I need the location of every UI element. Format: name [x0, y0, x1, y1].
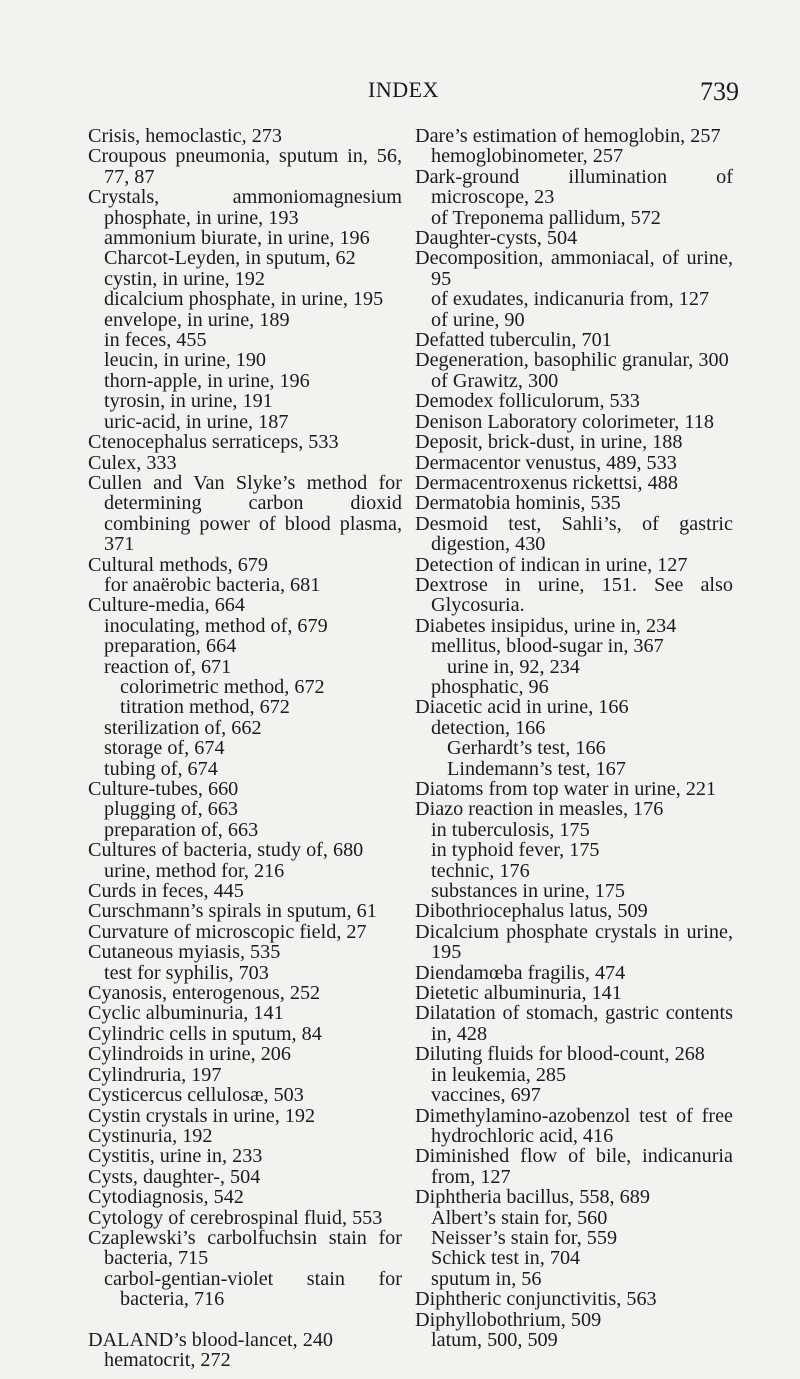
- left-index-column: [88, 126, 402, 1370]
- index-subentry: plugging of, 663: [104, 798, 239, 821]
- index-entry: Denison Laboratory colorimeter, 118: [415, 410, 714, 433]
- index-subentry: thorn-apple, in urine, 196: [104, 369, 310, 392]
- page-header-title: INDEX: [368, 77, 439, 102]
- index-entry: Diphtheria bacillus, 558, 689: [415, 1186, 650, 1209]
- index-entry: Dibothriocephalus latus, 509: [415, 900, 648, 923]
- index-entry: Cullen and Van Slyke’s method for determining carbon dioxid combining power of blood plasma, 371: [88, 471, 402, 556]
- index-entry: Diphyllobothrium, 509: [415, 1308, 602, 1331]
- index-subentry: latum, 500, 509: [431, 1328, 558, 1351]
- index-subentry: tubing of, 674: [104, 757, 218, 780]
- index-subentry: sterilization of, 662: [104, 716, 262, 739]
- index-subentry: preparation, 664: [104, 635, 237, 658]
- index-entry: Desmoid test, Sahli’s, of gastric digestion, 430: [415, 512, 733, 556]
- index-entry: Dextrose in urine, 151. See also Glycosuria.: [415, 573, 733, 617]
- index-entry: Cystin crystals in urine, 192: [88, 1104, 316, 1127]
- index-subentry: cystin, in urine, 192: [104, 267, 265, 290]
- index-subentry: of exudates, indicanuria from, 127: [431, 288, 710, 311]
- index-entry: Cylindruria, 197: [88, 1063, 222, 1086]
- index-entry: Dermacentroxenus rickettsi, 488: [415, 471, 678, 494]
- page-number: 739: [700, 77, 739, 106]
- index-subentry: sputum in, 56: [431, 1267, 542, 1290]
- index-entry: Degeneration, basophilic granular, 300: [415, 349, 729, 372]
- index-entry: Dicalcium phosphate crystals in urine, 195: [415, 920, 733, 964]
- index-subentry: substances in urine, 175: [431, 880, 625, 903]
- index-subentry: uric-acid, in urine, 187: [104, 410, 289, 433]
- index-subentry: reaction of, 671: [104, 655, 232, 678]
- index-subentry: Charcot-Leyden, in sputum, 62: [104, 247, 356, 270]
- index-entry: Diphtheric conjunctivitis, 563: [415, 1288, 657, 1311]
- index-entry: Cystinuria, 192: [88, 1124, 213, 1147]
- index-entry: Diminished flow of bile, indicanuria from, 127: [415, 1145, 733, 1188]
- index-entry: Czaplewski’s carbolfuchsin stain for bacteria, 715: [88, 1226, 402, 1270]
- index-entry: Curvature of microscopic field, 27: [88, 920, 367, 943]
- index-entry: Diatoms from top water in urine, 221: [415, 778, 717, 800]
- index-subentry: for anaërobic bacteria, 681: [104, 573, 321, 596]
- index-subentry: Lindemann’s test, 167: [447, 757, 626, 780]
- index-entry: Dark-ground illumination of microscope, 23: [415, 165, 733, 209]
- index-subentry: of urine, 90: [431, 308, 525, 331]
- index-entry: Culex, 333: [88, 451, 177, 474]
- index-subentry: urine, method for, 216: [104, 859, 285, 882]
- index-subentry: storage of, 674: [104, 737, 225, 760]
- index-subentry: detection, 166: [431, 716, 546, 739]
- index-subentry: phosphatic, 96: [431, 675, 549, 698]
- index-entry: Diacetic acid in urine, 166: [415, 696, 629, 719]
- index-entry: Cylindroids in urine, 206: [88, 1043, 291, 1066]
- index-entry: Defatted tuberculin, 701: [415, 329, 612, 352]
- index-entry: Cyanosis, enterogenous, 252: [88, 982, 321, 1005]
- index-entry: Dermacentor venustus, 489, 533: [415, 451, 677, 474]
- index-entry: Dimethylamino-azobenzol test of free hydrochloric acid, 416: [415, 1104, 733, 1147]
- index-entry: Dilatation of stomach, gastric contents in, 428: [415, 1002, 733, 1045]
- index-entry: Cytodiagnosis, 542: [88, 1186, 244, 1209]
- index-entry: Cyclic albuminuria, 141: [88, 1002, 284, 1025]
- index-entry: Cylindric cells in sputum, 84: [88, 1022, 322, 1045]
- index-subentry: tyrosin, in urine, 191: [104, 390, 273, 413]
- index-entry: Crystals, ammoniomagnesium phosphate, in urine, 193: [88, 186, 402, 229]
- right-index-column: [415, 126, 733, 1350]
- index-entry: Cutaneous myiasis, 535: [88, 941, 281, 964]
- index-subentry: hematocrit, 272: [104, 1348, 231, 1371]
- index-entry: Dare’s estimation of hemoglobin, 257: [415, 125, 721, 147]
- index-entry: Diazo reaction in measles, 176: [415, 798, 664, 821]
- index-entry: Dietetic albuminuria, 141: [415, 982, 622, 1005]
- index-subentry: in leukemia, 285: [431, 1063, 567, 1086]
- index-subentry: colorimetric method, 672: [120, 675, 325, 698]
- index-subentry: technic, 176: [431, 859, 530, 882]
- index-subentry: urine in, 92, 234: [447, 655, 580, 678]
- index-subentry: vaccines, 697: [431, 1084, 541, 1107]
- index-subentry: ammonium biurate, in urine, 196: [104, 227, 370, 250]
- index-entry: Ctenocephalus serraticeps, 533: [88, 431, 339, 454]
- index-subentry: Schick test in, 704: [431, 1247, 581, 1270]
- index-entry: Diabetes insipidus, urine in, 234: [415, 614, 677, 637]
- index-entry: Diluting fluids for blood-count, 268: [415, 1043, 705, 1066]
- index-entry: Cultural methods, 679: [88, 553, 268, 576]
- index-entry: Cultures of bacteria, study of, 680: [88, 839, 364, 862]
- index-entry: Cytology of cerebrospinal fluid, 553: [88, 1206, 383, 1229]
- index-entry: Daughter-cysts, 504: [415, 227, 578, 250]
- index-subentry: titration method, 672: [120, 696, 290, 719]
- index-subentry: carbol-gentian-violet stain for bacteria, 716: [104, 1267, 402, 1311]
- index-subentry: preparation of, 663: [104, 818, 259, 841]
- index-entry: Cysticercus cellulosæ, 503: [88, 1084, 304, 1107]
- index-entry: Croupous pneumonia, sputum in, 56, 77, 87: [88, 145, 402, 188]
- index-entry: Deposit, brick-dust, in urine, 188: [415, 431, 683, 454]
- index-entry: Demodex folliculorum, 533: [415, 390, 640, 413]
- index-subentry: leucin, in urine, 190: [104, 349, 267, 372]
- index-subentry: dicalcium phosphate, in urine, 195: [104, 288, 384, 311]
- index-entry: Detection of indican in urine, 127: [415, 553, 688, 576]
- column-divider: [406, 122, 407, 1350]
- index-subentry: Neisser’s stain for, 559: [431, 1226, 618, 1249]
- index-subentry: in tuberculosis, 175: [431, 818, 590, 841]
- index-subentry: envelope, in urine, 189: [104, 308, 290, 331]
- index-entry: Cystitis, urine in, 233: [88, 1145, 263, 1168]
- index-subentry: inoculating, method of, 679: [104, 614, 328, 637]
- index-subentry: Albert’s stain for, 560: [431, 1206, 608, 1229]
- index-subentry: of Treponema pallidum, 572: [431, 206, 661, 229]
- index-entry: Cysts, daughter-, 504: [88, 1165, 261, 1188]
- index-subentry: test for syphilis, 703: [104, 961, 269, 984]
- index-entry: Dermatobia hominis, 535: [415, 492, 621, 515]
- index-entry: Curds in feces, 445: [88, 880, 244, 903]
- index-entry: Culture-tubes, 660: [88, 778, 239, 800]
- index-entry: Culture-media, 664: [88, 594, 245, 617]
- index-subentry: Gerhardt’s test, 166: [447, 737, 606, 760]
- index-entry: DALAND’s blood-lancet, 240: [88, 1328, 334, 1351]
- index-subentry: in feces, 455: [104, 329, 207, 352]
- index-subentry: mellitus, blood-sugar in, 367: [431, 635, 664, 658]
- index-entry: Curschmann’s spirals in sputum, 61: [88, 900, 377, 923]
- index-subentry: hemoglobinometer, 257: [431, 145, 624, 168]
- index-entry: Diendamœba fragilis, 474: [415, 961, 626, 984]
- index-entry: Crisis, hemoclastic, 273: [88, 125, 282, 147]
- index-entry: Decomposition, ammoniacal, of urine, 95: [415, 247, 733, 290]
- index-subentry: in typhoid fever, 175: [431, 839, 600, 862]
- index-subentry: of Grawitz, 300: [431, 369, 559, 392]
